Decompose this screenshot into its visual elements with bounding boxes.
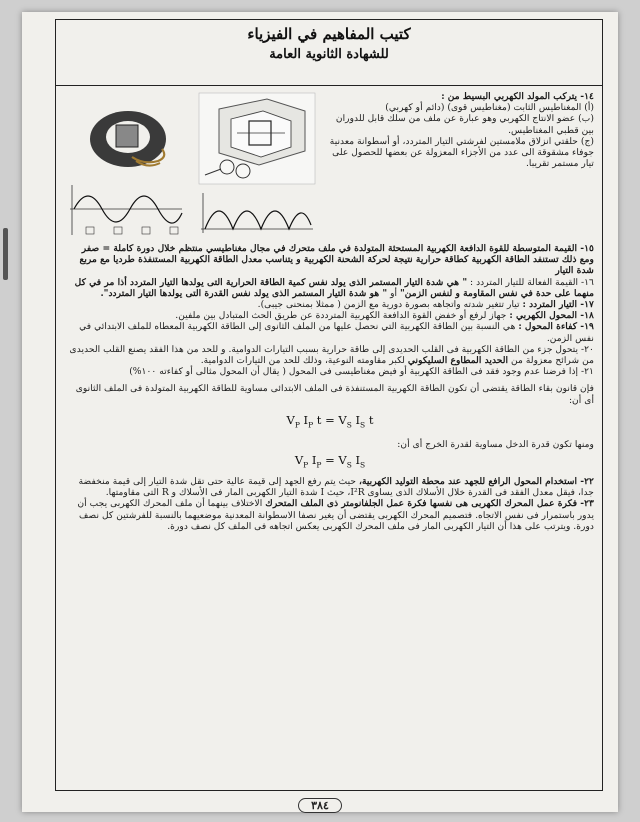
generator-diagram: [197, 91, 317, 186]
book-subtitle: للشهادة الثانوية العامة: [269, 47, 389, 62]
section-17-text: تيار تتغير شدته واتجاهه بصورة دورية مع الزمن ( ممثلا بمنحنى جيبى).: [257, 299, 520, 311]
section-20: [66, 344, 594, 366]
section-18-text: جهاز لرفع أو خفض القوة الدافعة الكهربية المترددة عن طريق الحث المتبادل بين ملفين.: [175, 310, 507, 322]
section-20-text-1: ٢٠- يتحول جزء من الطاقة الكهربية فى القلب الحديدى إلى طاقة حرارية بسبب التيارات الدوامية. و للحد من هذا الفقد يصنع القلب الحديدى من شرائح معزولة من: [69, 343, 594, 367]
section-14-item-a: (أ) المغناطيس الثابت (مغناطيس قوى) (دائم أو كهربي): [385, 102, 594, 114]
generator-figures: [66, 91, 317, 237]
section-22-bold: ٢٢- استخدام المحول الرافع للجهد عند محطة التوليد الكهربية،: [358, 476, 594, 488]
section-16-or: أو: [390, 287, 398, 299]
magnet-image: [66, 99, 186, 177]
page-number-label: ٣٨٤: [298, 798, 342, 813]
document-page: [22, 12, 618, 812]
section-16-lead: ١٦- القيمة الفعالة للتيار المتردد :: [470, 276, 594, 288]
equation-power: $V_P$ $I_P = V_S$ $I_S$: [294, 452, 366, 469]
dc-waveform: [197, 189, 317, 237]
section-20-text-2: لكبر مقاومته النوعية، وذلك للحد من التيارات الدوامية.: [200, 355, 405, 367]
section-20-bold: الحديد المطاوع السليكوني: [407, 355, 509, 367]
section-16-definition-1: " هي شدة التيار المستمر الذى يولد نفس كمية الطاقة الحرارية التى يولدها التيار المتردد أذا مر في كل منهما على حدة في نفس المقاومة و لنفس الزمن": [74, 276, 594, 299]
section-14-item-c: (ج) حلقتي انزلاق ملامستين لفرشتي التيار المتردد، أو أسطوانة معدنية جوفاء مشقوقة الى عدد من الأجزاء المعزولة عن بعضها للحصول على تيار مستمر تقريبا.: [329, 135, 594, 170]
book-title: كتيب المفاهيم في الفيزياء: [247, 25, 411, 43]
content-body: [66, 91, 594, 532]
section-18-term: ١٨- المحول الكهربي :: [509, 310, 594, 322]
equation-energy: $V_P$ $I_P$ $t = V_S$ $I_S$ t: [286, 412, 374, 430]
section-19-term: ١٩- كفاءة المحول :: [518, 321, 594, 333]
section-14-heading: ١٤- يتركب المولد الكهربي البسيط من :: [441, 91, 594, 102]
section-19-text: هي النسبة بين الطاقة الكهربية التي نحصل عليها من الملف الثانوى إلى الطاقة الكهربية المعطاه للملف الابتدائي في نفس الزمن.: [79, 321, 594, 344]
section-17-term: ١٧- التيار المتردد :: [522, 299, 594, 311]
power-equality-text: ومنها تكون قدرة الدخل مساوية لقدرة الخرج أى أن:: [397, 439, 594, 451]
page-number: [22, 794, 618, 813]
section-15: ١٥- القيمة المتوسطة للقوة الدافعة الكهربية المستحثة المتولدة في ملف متحرك في مجال مغناطيسي منتظم خلال دورة كاملة = صفر ومع ذلك تستنفد الطاقة الكهربية كطاقة حرارية نتيجة لحركة الشحنة الكهربية و يتناسب معدل الطاقة الكهربية المستنفذة طرديا مع مربع شدة التيار: [79, 243, 594, 277]
section-14-item-b: (ب) عضو الانتاج الكهربي وهو عبارة عن ملف من سلك قابل للدوران بين قطبي المغناطيس.: [335, 113, 594, 136]
ac-waveform: [66, 183, 186, 237]
section-19: [66, 321, 594, 343]
section-23-bold: ٢٣- فكرة عمل المحرك الكهربى هى نفسها فكرة عمل الجلفانومتر ذى الملف المتحرك: [265, 498, 594, 510]
section-23-text: الاختلاف بينهما أن ملف المحرك الكهربى يجب أن يدور باستمرار فى نفس الاتجاه. فتصميم المحرك الكهربى يقتضى أن يغير نصفا الاسطوانة المعدنية موضعيهما بالنسبة للفرشتين كل نصف دورة. ويترتب على هذا أن التيار الكهربى المار فى ملف المحرك الكهربى يعكس اتجاهه فى الملف كل نصف دورة.: [77, 498, 594, 532]
section-23: [66, 498, 594, 532]
energy-law-text: فإن قانون بقاء الطاقة يقتضى أن تكون الطاقة الكهربية المستنفذة فى الملف الابتدائى مساوية للطاقة الكهربية المتولدة فى الملف الثانوى أى أن:: [75, 383, 594, 406]
scroll-edge-tab[interactable]: [3, 228, 8, 280]
section-22: [66, 476, 594, 498]
section-16: [66, 277, 594, 299]
section-18: [66, 310, 594, 321]
page-header: [56, 25, 602, 62]
section-17: [66, 299, 594, 310]
header-divider: [56, 85, 602, 86]
section-21: ٢١- إذا فرضنا عدم وجود فقد فى الطاقة الكهربية أو فيض مغناطيسى فى المحول ( يقال أن المحول مثالى أو كفاءته ١٠٠%): [129, 366, 594, 378]
section-14-text: [327, 91, 594, 237]
section-22-text: حيث يتم رفع الجهد إلى قيمة عالية حتى تقل شدة التيار إلى قيمة منخفضة جدا، فيقل معدل الفقد فى القدرة خلال الأسلاك الذى يساوى I²R، حيث I شدة التيار الكهربى المار فى الأسلاك و R التى مقاومتها.: [78, 476, 594, 499]
page-frame: [55, 19, 603, 791]
section-16-definition-2: " هو شدة التيار المستمر الذى يولد نفس القدرة التى يولدها التيار المتردد".: [100, 287, 388, 299]
section-14: [66, 91, 594, 237]
